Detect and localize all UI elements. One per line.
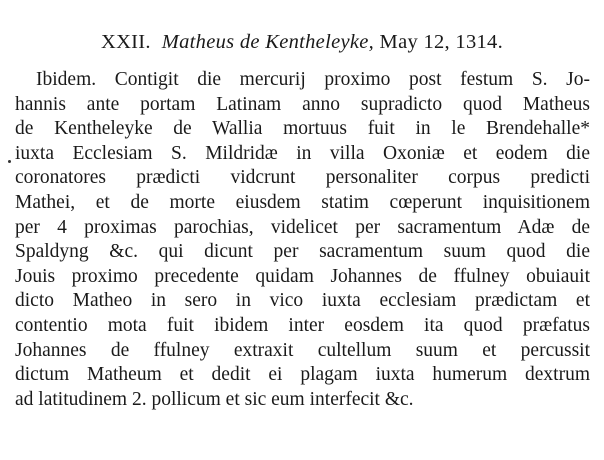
text-line: iuxta Ecclesiam S. Mildridæ in villa Oxoniæ et eodem die [15,142,590,164]
entry-heading [0,31,604,54]
entry-body [15,68,590,412]
text-line: hannis ante portam Latinam anno supradicto quod Matheus [15,93,590,115]
margin-mark [8,160,11,163]
text-line: coronatores prædicti vidcrunt personaliter corpus predicti [15,167,590,189]
text-line: per 4 proximas parochias, videlicet per sacramentum Adæ de [15,216,590,238]
text-line: dicto Matheo in sero in vico iuxta ecclesiam prædictam et [15,290,590,312]
text-line: de Kentheleyke de Wallia mortuus fuit in le Brendehalle* [15,118,590,140]
text-line: contentio mota fuit ibidem inter eosdem ita quod præfatus [15,314,590,336]
text-line: dictum Matheum et dedit ei plagam iuxta humerum dextrum [15,364,590,386]
text-line: Jouis proximo precedente quidam Johannes de ffulney obuiauit [15,265,590,287]
entry-date: May 12, 1314. [379,31,504,53]
entry-name: Matheus de Kentheleyke, [161,31,375,53]
entry-number: XXII. [100,31,151,53]
text-line: Mathei, et de morte eiusdem statim cœperunt inquisitionem [15,191,590,213]
text-line: Johannes de ffulney extraxit cultellum suum et percussit [15,339,590,361]
text-line: Ibidem. Contigit die mercurij proximo post festum S. Jo- [36,69,590,90]
text-line: ad latitudinem 2. pollicum et sic eum interfecit &c. [15,388,414,410]
text-line: Spaldyng &c. qui dicunt per sacramentum suum quod die [15,241,590,263]
